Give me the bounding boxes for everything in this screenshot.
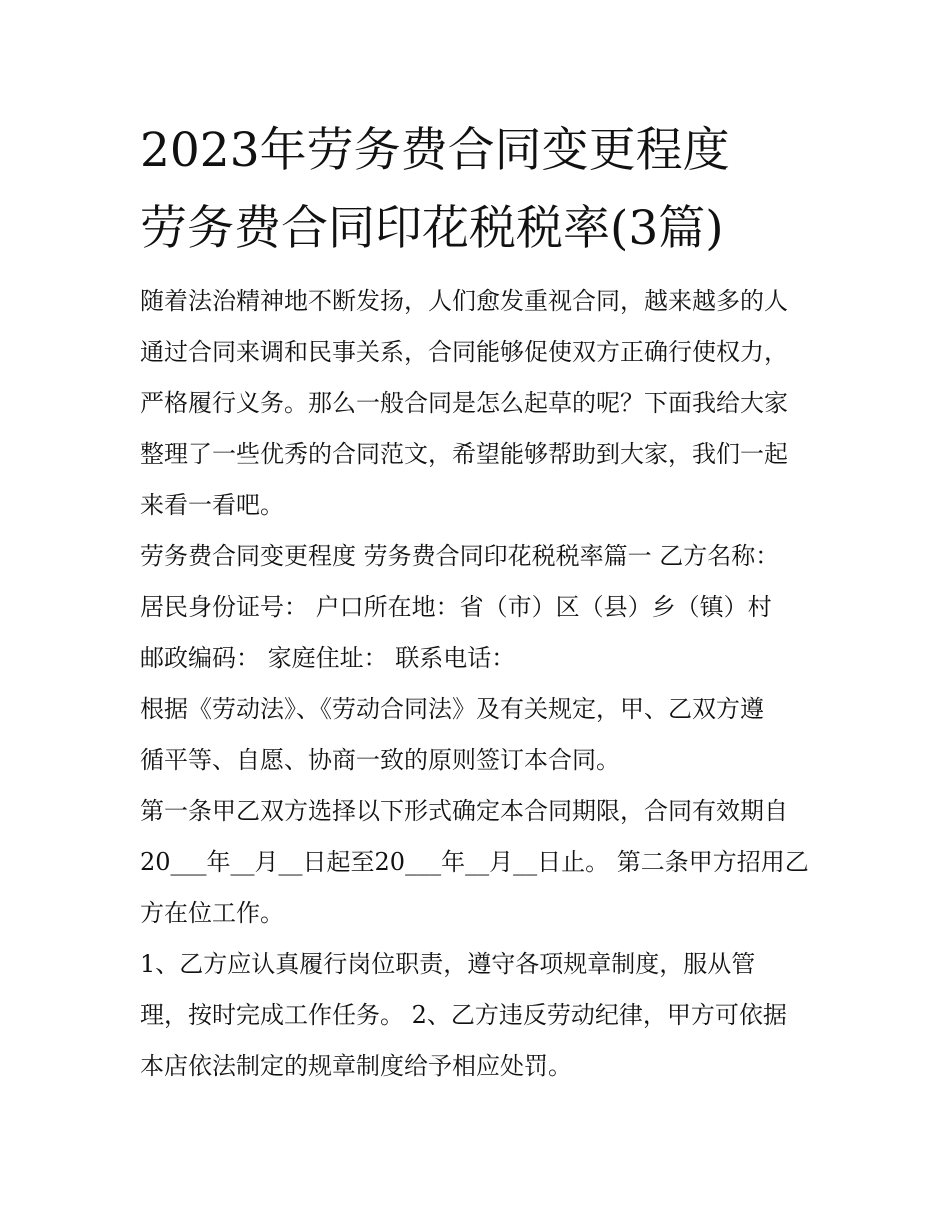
body-line-15: 理，按时完成工作任务。 2、乙方违反劳动纪律，甲方可依据 xyxy=(140,1001,787,1029)
body-line-14: 1、乙方应认真履行岗位职责，遵守各项规章制度，服从管 xyxy=(140,950,756,978)
title-line-1: 2023年劳务费合同变更程度 xyxy=(140,123,730,178)
body-line-9: 根据《劳动法》、《劳动合同法》及有关规定，甲、乙双方遵 xyxy=(140,695,764,723)
body-line-8: 邮政编码： 家庭住址： 联系电话： xyxy=(140,644,516,672)
body-line-16: 本店依法制定的规章制度给予相应处罚。 xyxy=(140,1052,572,1080)
body-line-13: 方在位工作。 xyxy=(140,899,284,927)
body-line-5: 来看一看吧。 xyxy=(140,491,284,519)
body-line-10: 循平等、自愿、协商一致的原则签订本合同。 xyxy=(140,746,620,774)
body-line-2: 通过合同来调和民事关系，合同能够促使双方正确行使权力， xyxy=(140,338,788,366)
body-line-1: 随着法治精神地不断发扬，人们愈发重视合同，越来越多的人 xyxy=(140,287,788,315)
document-title xyxy=(140,112,840,268)
body-line-6: 劳务费合同变更程度 劳务费合同印花税税率篇一 乙方名称： xyxy=(140,542,780,570)
title-line-2: 劳务费合同印花税税率(3篇) xyxy=(140,201,724,256)
body-line-3: 严格履行义务。那么一般合同是怎么起草的呢？下面我给大家 xyxy=(140,389,788,417)
body-line-7: 居民身份证号： 户口所在地：省（市）区（县）乡（镇）村 xyxy=(140,593,772,621)
body-line-12: 20___年__月__日起至20___年__月__日止。 第二条甲方招用乙 xyxy=(140,848,809,876)
document-body xyxy=(140,276,830,1092)
body-line-4: 整理了一些优秀的合同范文，希望能够帮助到大家，我们一起 xyxy=(140,440,788,468)
body-line-11: 第一条甲乙双方选择以下形式确定本合同期限，合同有效期自 xyxy=(140,797,788,825)
